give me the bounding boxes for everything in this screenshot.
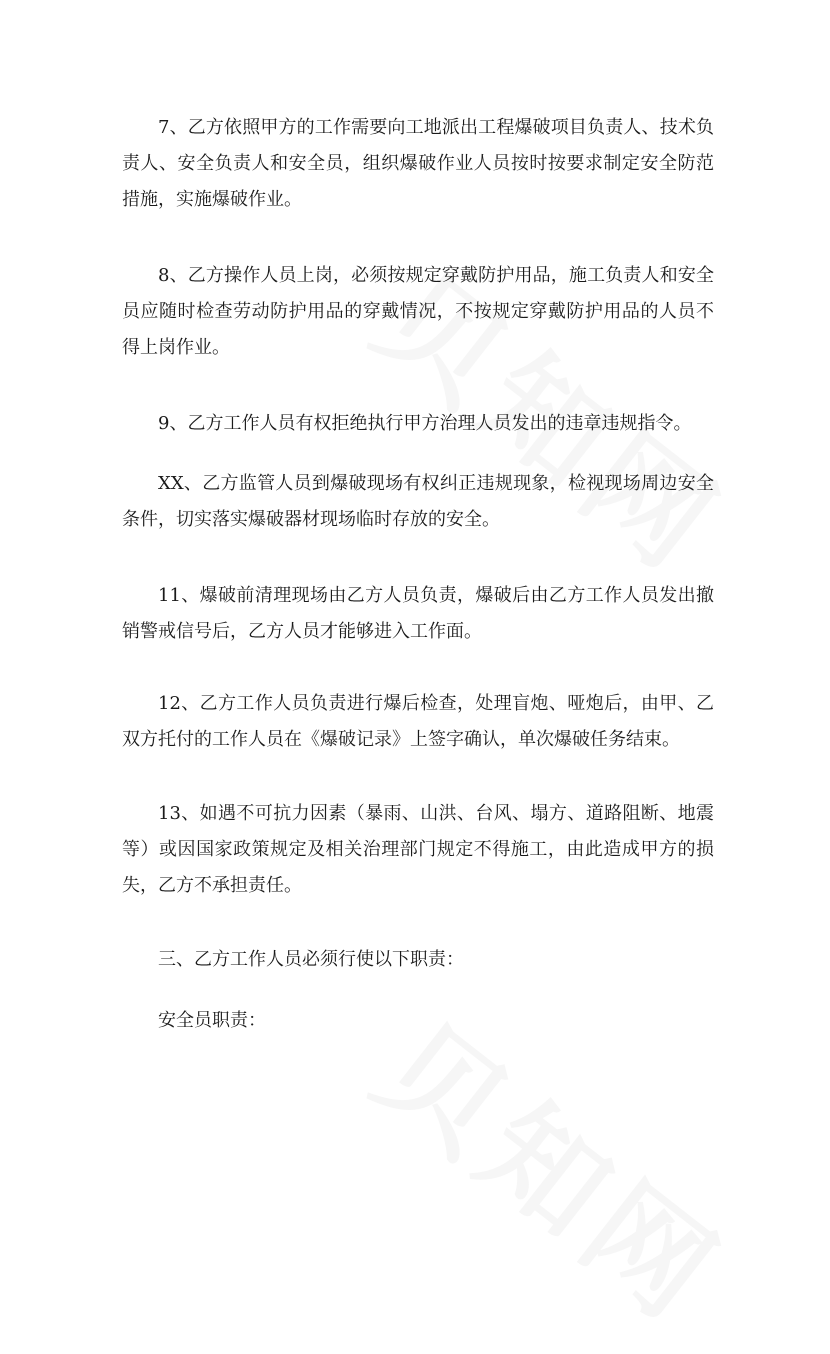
section-heading: 三、乙方工作人员必须行使以下职责： [158,949,464,970]
paragraph-item-11: 11、爆破前清理现场由乙方人员负责，爆破后由乙方工作人员发出撤销警戒信号后，乙方人员才能够进入工作面。 [122,585,714,642]
paragraph-item-10: XX、乙方监管人员到爆破现场有权纠正违规现象，检视现场周边安全条件，切实落实爆破器材现场临时存放的安全。 [122,473,714,530]
paragraph-item-12: 12、乙方工作人员负责进行爆后检查，处理盲炮、哑炮后，由甲、乙双方托付的工作人员在《爆破记录》上签字确认，单次爆破任务结束。 [122,693,714,750]
paragraph-item-8: 8、乙方操作人员上岗，必须按规定穿戴防护用品，施工负责人和安全员应随时检查劳动防护用品的穿戴情况，不按规定穿戴防护用品的人员不得上岗作业。 [122,265,714,358]
subsection-heading: 安全员职责： [158,1010,266,1031]
paragraph-item-9: 9、乙方工作人员有权拒绝执行甲方治理人员发出的违章违规指令。 [158,413,692,434]
paragraph-item-13: 13、如遇不可抗力因素（暴雨、山洪、台风、塌方、道路阻断、地震等）或因国家政策规定及相关治理部门规定不得施工，由此造成甲方的损失，乙方不承担责任。 [122,803,714,896]
paragraph-item-7: 7、乙方依照甲方的工作需要向工地派出工程爆破项目负责人、技术负责人、安全负责人和安全员，组织爆破作业人员按时按要求制定安全防范措施，实施爆破作业。 [122,117,714,210]
